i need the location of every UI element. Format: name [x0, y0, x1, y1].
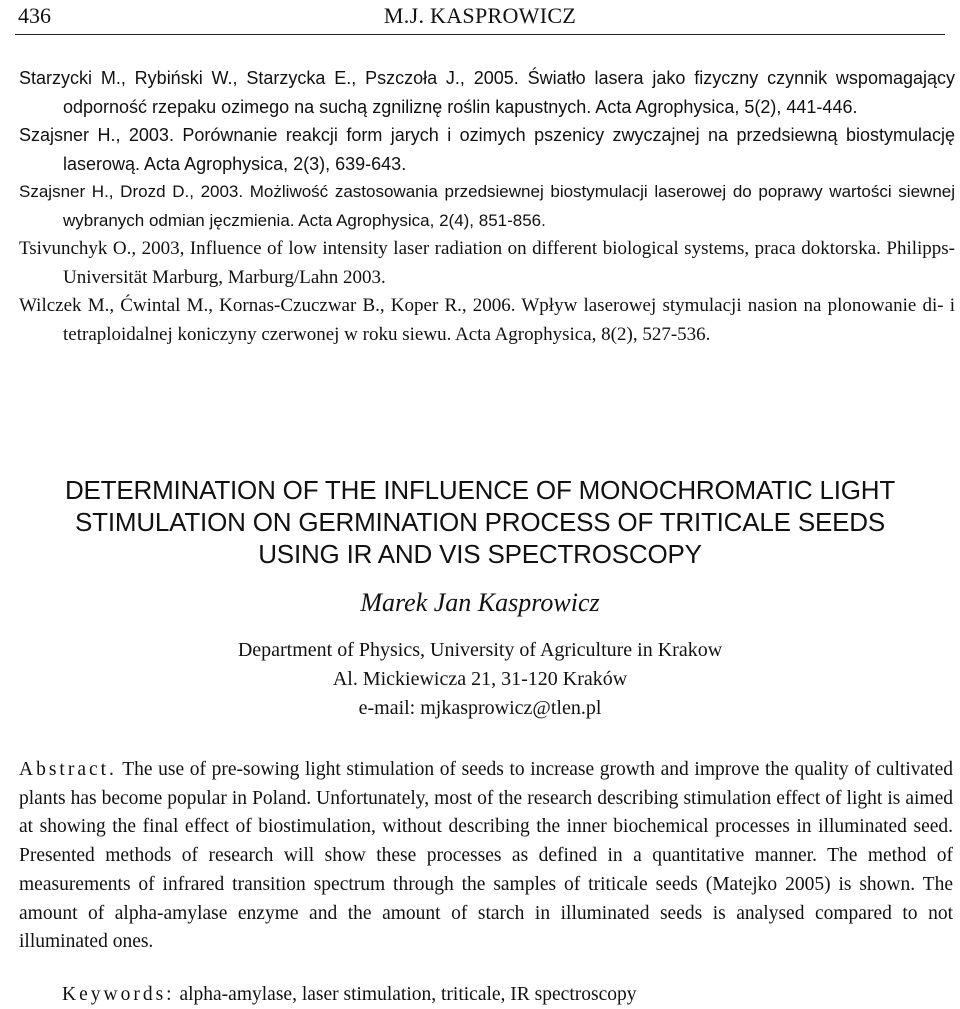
- keywords-text: alpha-amylase, laser stimulation, triticale, IR spectroscopy: [179, 984, 637, 1005]
- title-line: USING IR AND VIS SPECTROSCOPY: [258, 539, 702, 569]
- author-affiliation: [0, 636, 960, 723]
- running-title: M.J. KASPROWICZ: [383, 3, 577, 28]
- title-line: DETERMINATION OF THE INFLUENCE OF MONOCHROMATIC LIGHT: [64, 475, 896, 505]
- author-name: Marek Jan Kasprowicz: [360, 588, 600, 617]
- keywords-line: [62, 984, 636, 1006]
- abstract-label: Abstract.: [19, 759, 117, 780]
- article-title: [0, 474, 960, 570]
- page-number: 436: [18, 3, 51, 28]
- reference-item: Starzycki M., Rybiński W., Starzycka E., Pszczoła J., 2005. Światło lasera jako fizyczny czynnik wspomagający odporność rzepaku ozimego na suchą zgniliznę roślin kapustnych. Acta Agrophysica, 5(2), 441-446.: [19, 68, 955, 117]
- reference-item: Tsivunchyk O., 2003, Influence of low intensity laser radiation on different biological systems, praca doktorska. Philipps-Universität Marburg, Marburg/Lahn 2003.: [19, 238, 955, 288]
- affiliation-department: Department of Physics, University of Agriculture in Krakow: [237, 639, 723, 661]
- reference-item: Wilczek M., Ćwintal M., Kornas-Czuczwar B., Koper R., 2006. Wpływ laserowej stymulacji nasion na plonowanie di- i tetraploidalnej koniczyny czerwonej w roku siewu. Acta Agrophysica, 8(2), 527-536.: [19, 295, 955, 345]
- reference-item: Szajsner H., Drozd D., 2003. Możliwość zastosowania przedsiewnej biostymulacji laserowej do poprawy wartości siewnej wybranych odmian jęczmienia. Acta Agrophysica, 2(4), 851-856.: [19, 182, 955, 230]
- affiliation-email: e-mail: mjkasprowicz@tlen.pl: [358, 697, 602, 719]
- page-header: [15, 0, 945, 35]
- affiliation-address: Al. Mickiewicza 21, 31-120 Kraków: [332, 668, 628, 690]
- title-line: STIMULATION ON GERMINATION PROCESS OF TRITICALE SEEDS: [75, 507, 885, 537]
- abstract-paragraph: [19, 756, 953, 957]
- reference-item: Szajsner H., 2003. Porównanie reakcji form jarych i ozimych pszenicy zwyczajnej na przedsiewną biostymulację laserową. Acta Agrophysica, 2(3), 639-643.: [19, 125, 955, 174]
- reference-list: [19, 64, 955, 349]
- keywords-label: Keywords:: [62, 984, 175, 1005]
- abstract-text: The use of pre-sowing light stimulation of seeds to increase growth and improve the quality of cultivated plants has become popular in Poland. Unfortunately, most of the research describing stimulation effect of light is aimed at showing the final effect of biostimulation, without describing the inner biochemical processes in illuminated seed. Presented methods of research will show these processes as defined in a quantitative manner. The method of measurements of infrared transition spectrum through the samples of triticale seeds (Matejko 2005) is shown. The amount of alpha-amylase enzyme and the amount of starch in illuminated seeds is analysed compared to not illuminated ones.: [19, 759, 953, 953]
